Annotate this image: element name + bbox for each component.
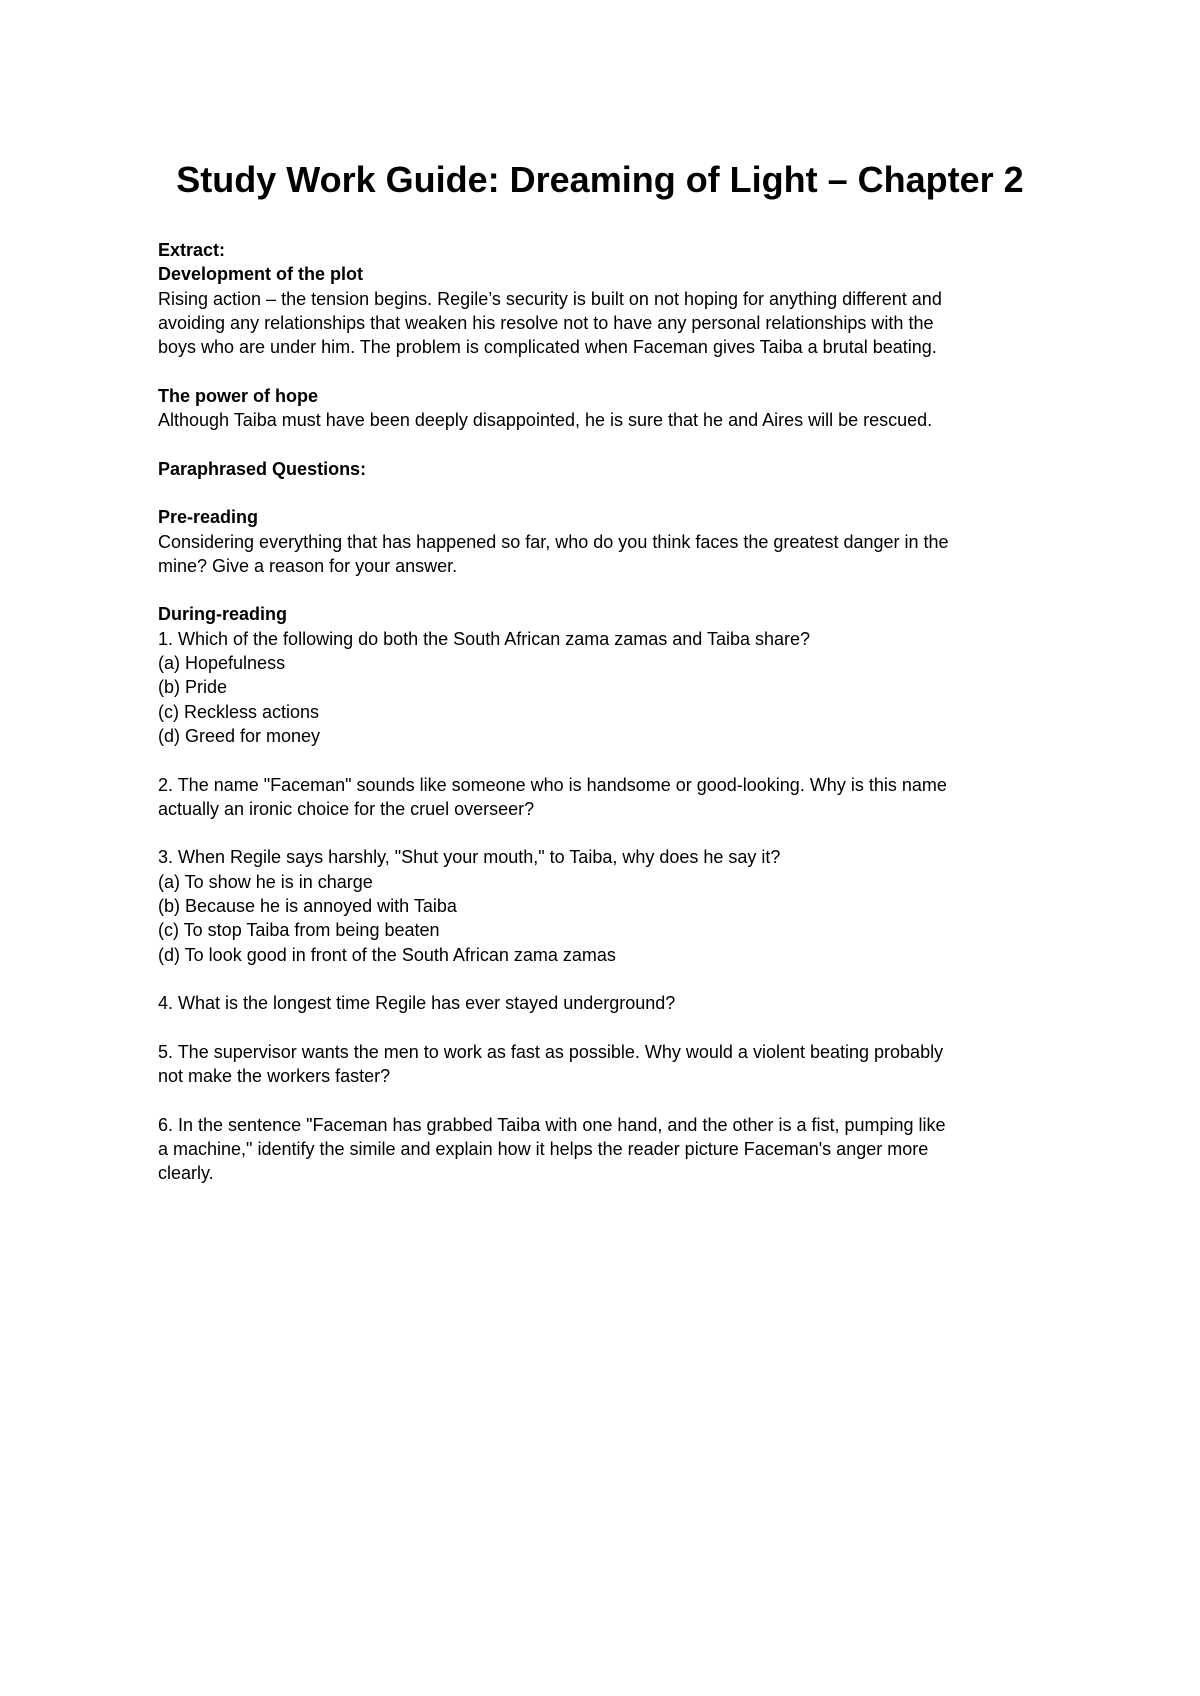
during-reading-heading: During-reading bbox=[158, 604, 287, 625]
spacer bbox=[158, 359, 1058, 383]
pre-reading-line: mine? Give a reason for your answer. bbox=[158, 555, 458, 576]
spacer bbox=[158, 967, 1058, 991]
spacer bbox=[158, 821, 1058, 845]
plot-text-line: avoiding any relationships that weaken his resolve not to have any personal relationships with the bbox=[158, 312, 934, 333]
pre-reading-line: Considering everything that has happened so far, who do you think faces the greatest danger in the bbox=[158, 531, 949, 552]
question-1-option: (a) Hopefulness bbox=[158, 653, 286, 674]
question-2-line: 2. The name "Faceman" sounds like someone who is handsome or good-looking. Why is this name bbox=[158, 774, 947, 795]
question-6-line: 6. In the sentence "Faceman has grabbed Taiba with one hand, and the other is a fist, pumping like bbox=[158, 1114, 946, 1135]
question-2-line: actually an ironic choice for the cruel overseer? bbox=[158, 798, 535, 819]
spacer bbox=[158, 481, 1058, 505]
plot-text-line: Rising action – the tension begins. Regile’s security is built on not hoping for anything different and bbox=[158, 288, 942, 309]
question-1-option: (d) Greed for money bbox=[158, 725, 321, 746]
question-5-line: not make the workers faster? bbox=[158, 1066, 391, 1087]
spacer bbox=[158, 1088, 1058, 1112]
spacer bbox=[158, 1016, 1058, 1040]
page-title: Study Work Guide: Dreaming of Light – Chapter 2 bbox=[176, 159, 1024, 200]
question-1-option: (c) Reckless actions bbox=[158, 701, 320, 722]
question-6-line: clearly. bbox=[158, 1163, 214, 1184]
question-6-line: a machine," identify the simile and explain how it helps the reader picture Faceman's anger more bbox=[158, 1138, 929, 1159]
spacer bbox=[158, 748, 1058, 772]
plot-heading: Development of the plot bbox=[158, 264, 364, 285]
question-4: 4. What is the longest time Regile has ever stayed underground? bbox=[158, 993, 676, 1014]
question-5-line: 5. The supervisor wants the men to work as fast as possible. Why would a violent beating probably bbox=[158, 1041, 944, 1062]
question-1-option: (b) Pride bbox=[158, 677, 228, 698]
spacer bbox=[158, 578, 1058, 602]
hope-heading: The power of hope bbox=[158, 385, 318, 406]
extract-heading: Extract: bbox=[158, 240, 226, 260]
spacer bbox=[158, 432, 1058, 456]
pre-reading-heading: Pre-reading bbox=[158, 507, 259, 528]
plot-text-line: boys who are under him. The problem is complicated when Faceman gives Taiba a brutal beating. bbox=[158, 337, 937, 358]
question-3-option: (c) To stop Taiba from being beaten bbox=[158, 920, 440, 941]
hope-text-line: Although Taiba must have been deeply disappointed, he is sure that he and Aires will be rescued. bbox=[158, 410, 933, 431]
question-3-option: (d) To look good in front of the South African zama zamas bbox=[158, 944, 616, 965]
question-3-option: (a) To show he is in charge bbox=[158, 871, 373, 892]
document-body bbox=[158, 238, 1058, 1186]
question-1: 1. Which of the following do both the South African zama zamas and Taiba share? bbox=[158, 628, 811, 649]
questions-heading: Paraphrased Questions: bbox=[158, 458, 367, 479]
question-3-option: (b) Because he is annoyed with Taiba bbox=[158, 896, 457, 917]
question-3: 3. When Regile says harshly, "Shut your mouth," to Taiba, why does he say it? bbox=[158, 847, 781, 868]
